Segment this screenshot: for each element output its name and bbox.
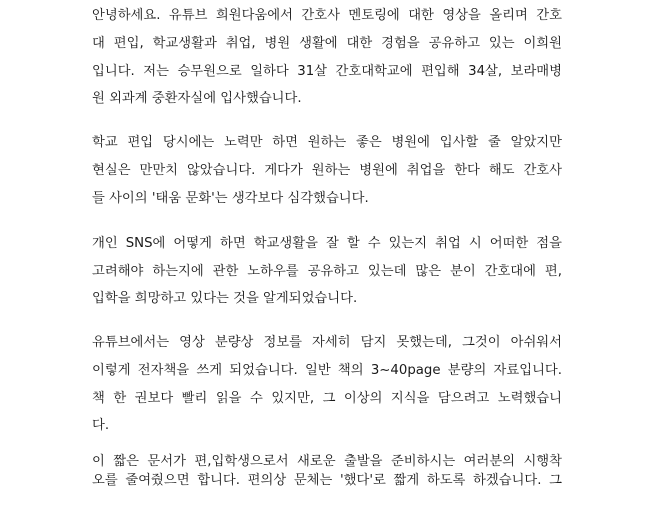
text-line: 고려해야 하는지에 관한 노하우를 공유하고 있는데 많은 분이 간호대에 편, — [92, 264, 562, 279]
text-line: 이 짧은 문서가 편,입학생으로서 새로운 출발을 준비하시는 여러분의 시행착 — [92, 454, 562, 469]
text-line: 안녕하세요. 유튜브 희원다움에서 간호사 멘토링에 대한 영상을 올리며 간호 — [92, 8, 562, 23]
text-line: 입학을 희망하고 있다는 것을 알게되었습니다. — [92, 291, 358, 306]
text-line: 들 사이의 '태움 문화'는 생각보다 심각했습니다. — [92, 191, 369, 206]
text-line: 개인 SNS에 어떻게 하면 학교생활을 잘 할 수 있는지 취업 시 어떠한 점을 — [92, 236, 562, 251]
text-line: 대 편입, 학교생활과 취업, 병원 생활에 대한 경험을 공유하고 있는 이희원 — [92, 36, 562, 51]
text-line: 원 외과계 중환자실에 입사했습니다. — [92, 91, 302, 106]
text-line: 다. — [92, 418, 110, 433]
text-line: 이렇게 전자책을 쓰게 되었습니다. 일반 책의 3~40page 분량의 자료입니다. — [92, 363, 562, 378]
text-line: 오를 줄여줬으면 합니다. 편의상 문체는 '했다'로 짧게 하도록 하겠습니다. 그 — [92, 473, 562, 488]
text-line: 유튜브에서는 영상 분량상 정보를 자세히 담지 못했는데, 그것이 아쉬워서 — [92, 335, 562, 350]
text-line: 책 한 권보다 빨리 읽을 수 있지만, 그 이상의 지식을 담으려고 노력했습니 — [92, 391, 562, 406]
text-line: 현실은 만만치 않았습니다. 게다가 원하는 병원에 취업을 한다 해도 간호사 — [92, 163, 562, 178]
text-line: 입니다. 저는 승무원으로 일하다 31살 간호대학교에 편입해 34살, 보라매병 — [92, 64, 562, 79]
text-line: 학교 편입 당시에는 노력만 하면 원하는 좋은 병원에 입사할 줄 알았지만 — [92, 135, 562, 150]
